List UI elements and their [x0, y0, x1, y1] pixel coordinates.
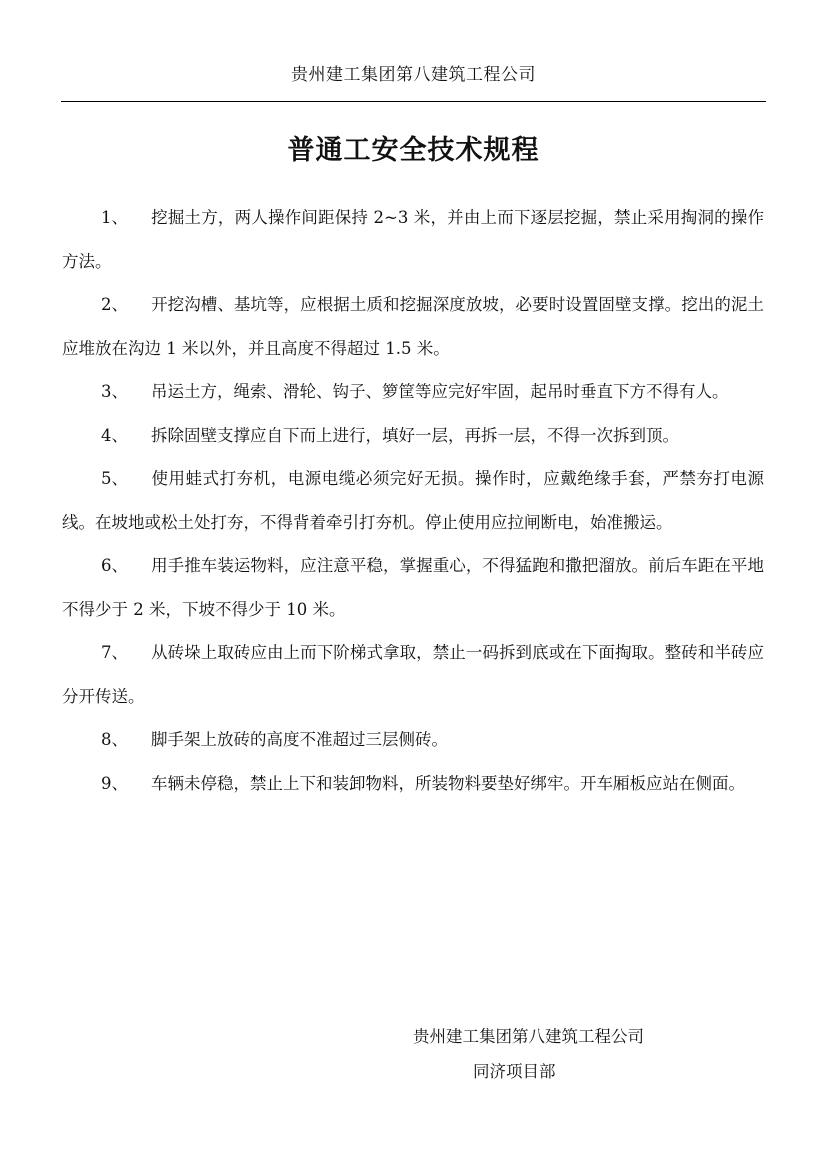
rule-number: 8、: [101, 730, 128, 749]
rule-item: [62, 196, 764, 283]
signature-company: 贵州建工集团第八建筑工程公司: [413, 1027, 644, 1046]
rule-text: 车辆未停稳，禁止上下和装卸物料，所装物料要垫好绑牢。开车厢板应站在侧面。: [151, 773, 745, 793]
rule-item: [62, 718, 764, 762]
rules-list: [62, 196, 764, 805]
rule-item: [62, 370, 764, 414]
signature-block: [413, 1020, 644, 1088]
rule-number: 5、: [101, 469, 128, 488]
rule-item: [62, 631, 764, 718]
rule-item: [62, 544, 764, 631]
document-title: 普通工安全技术规程: [287, 135, 540, 166]
rule-text: 从砖垛上取砖应由上而下阶梯式拿取，禁止一码拆到底或在下面掏取。整砖和半砖应分开传送。: [62, 643, 764, 706]
rule-text: 挖掘土方，两人操作间距保持 2~3 米，并由上而下逐层挖掘，禁止采用掏洞的操作方法。: [62, 208, 764, 271]
rule-number: 7、: [101, 643, 128, 662]
rule-text: 开挖沟槽、基坑等，应根据土质和挖掘深度放坡，必要时设置固壁支撑。挖出的泥土应堆放在沟边 1 米以外，并且高度不得超过 1.5 米。: [62, 295, 764, 358]
rule-item: [62, 414, 764, 458]
rule-text: 脚手架上放砖的高度不准超过三层侧砖。: [151, 730, 448, 749]
header-divider: [61, 101, 766, 102]
rule-text: 用手推车装运物料，应注意平稳，掌握重心，不得猛跑和撒把溜放。前后车距在平地不得少于 2 米，下坡不得少于 10 米。: [62, 556, 764, 619]
rule-number: 9、: [101, 773, 128, 793]
signature-department: 同济项目部: [473, 1062, 556, 1081]
rule-number: 3、: [101, 382, 128, 401]
rule-number: 4、: [101, 425, 128, 445]
rule-text: 使用蛙式打夯机，电源电缆必须完好无损。操作时，应戴绝缘手套，严禁夯打电源线。在坡地或松土处打夯，不得背着牵引打夯机。停止使用应拉闸断电，始准搬运。: [62, 469, 764, 532]
rule-number: 6、: [101, 556, 128, 575]
page-header: 贵州建工集团第八建筑工程公司: [291, 65, 536, 85]
rule-text: 拆除固壁支撑应自下而上进行，填好一层，再拆一层，不得一次拆到顶。: [151, 425, 679, 445]
rule-item: [62, 762, 764, 806]
rule-number: 2、: [101, 295, 128, 314]
rule-number: 1、: [101, 208, 128, 227]
rule-item: [62, 283, 764, 370]
rule-text: 吊运土方，绳索、滑轮、钩子、箩筐等应完好牢固，起吊时垂直下方不得有人。: [151, 382, 729, 401]
rule-item: [62, 457, 764, 544]
